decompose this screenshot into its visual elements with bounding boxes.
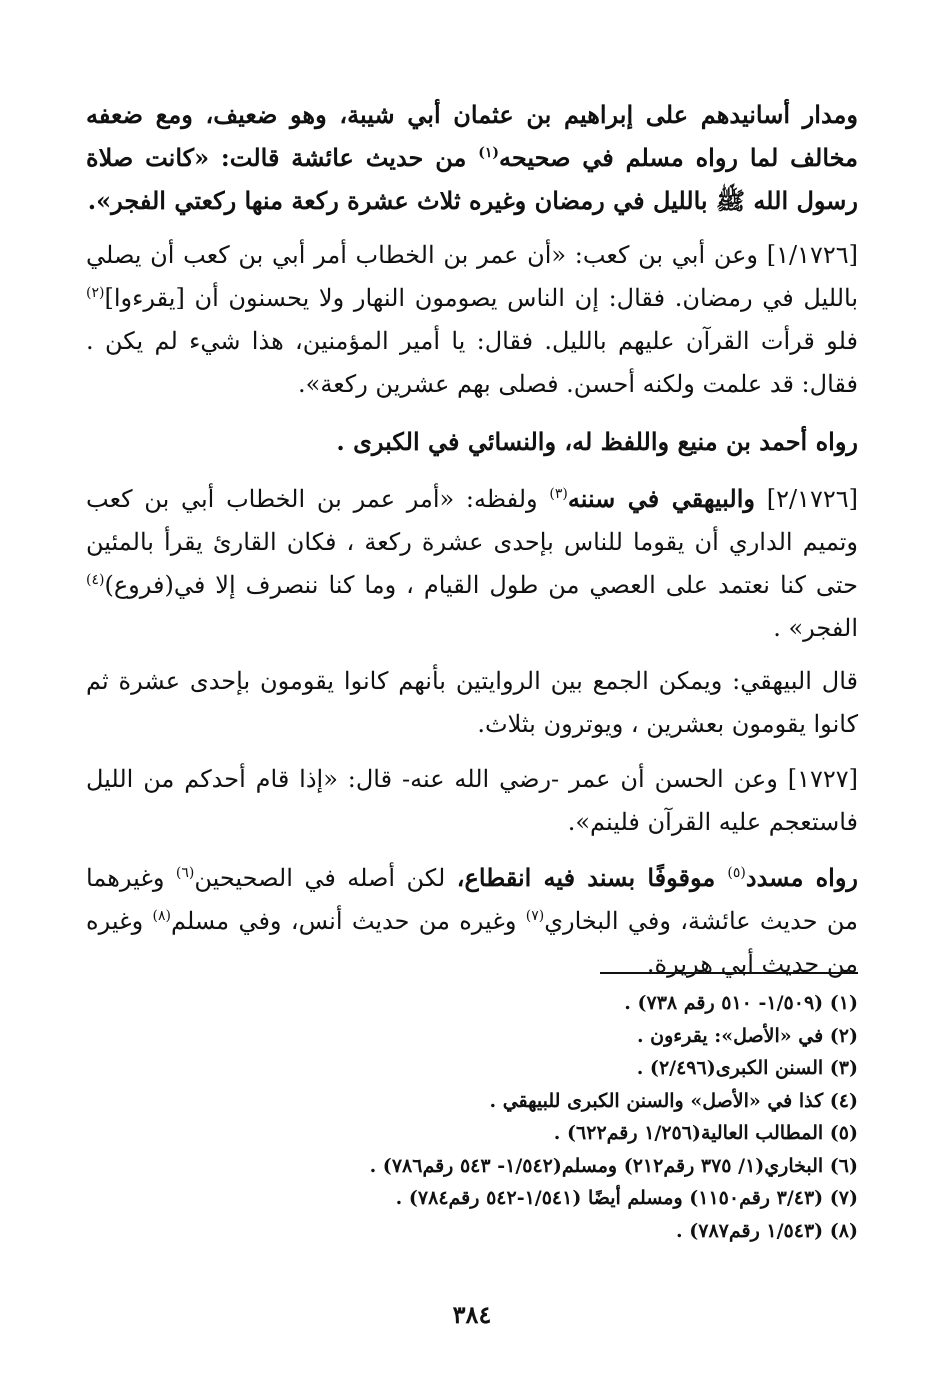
paragraph-7-text: لكن أصله في الصحيحين <box>194 864 457 892</box>
paragraph-4-text: ولفظه: «أمر عمر بن الخطاب أبي بن كعب وتميم الداري أن يقوما للناس بإحدى عشرة ركعة ، فكان القارئ يقرأ بالمئين حتى كنا نعتمد على العصي من طول القيام ، وما كنا ننصرف إلا في(فروع) <box>86 485 858 599</box>
paragraph-4-bold: والبيهقي في سننه <box>567 484 755 513</box>
paragraph-1 <box>86 93 858 222</box>
paragraph-musaddad <box>86 856 858 986</box>
paragraph-narration-note <box>86 420 858 463</box>
paragraph-7-text-3: وغيره من حديث أنس، وفي مسلم <box>170 907 526 935</box>
footnote-ref-3: (٣) <box>549 486 568 502</box>
footnotes-list <box>86 987 858 1247</box>
paragraph-bayhaqi-comment <box>86 660 858 746</box>
paragraph-1-tail: من حديث عائشة قالت: «كانت صلاة رسول الله ﷺ بالليل في رمضان وغيره ثلاث عشرة ركعة منها ركعتي الفجر». <box>86 143 858 215</box>
paragraph-7-bold: رواه مسدد <box>745 863 859 892</box>
paragraph-hadith-1726-1 <box>86 234 858 406</box>
paragraph-6-text: [١٧٢٧] وعن الحسن أن عمر -رضي الله عنه- قال: «إذا قام أحدكم من الليل فاستعجم عليه القرآن فلينم». <box>86 765 858 836</box>
footnote-ref-4: (٤) <box>86 572 105 588</box>
footnote-ref-1: (١) <box>478 145 499 161</box>
paragraph-3-text: رواه أحمد بن منيع واللفظ له، والنسائي في الكبرى . <box>336 427 858 456</box>
hadith-number: [٢/١٧٢٦] <box>754 485 858 513</box>
paragraph-1-text: ومدار أسانيدهم على إبراهيم بن عثمان أبي شيبة، وهو ضعيف، ومع ضعفه مخالف لما رواه مسلم في صحيحه <box>86 100 859 172</box>
footnote-ref-7: (٧) <box>525 908 545 924</box>
footnote-1: (١) (١/٥٠٩- ٥١٠ رقم ٧٣٨) . <box>624 992 858 1014</box>
footnote-8: (٨) (١/٥٤٣ رقم٧٨٧) . <box>676 1219 858 1242</box>
footnote-ref-2: (٢) <box>86 285 105 301</box>
footnote-2: (٢) في «الأصل»: يقرءون . <box>636 1024 858 1047</box>
paragraph-4-tail: الفجر» . <box>773 614 858 642</box>
footnote-7: (٧) (٣/٤٣ رقم١١٥٠) ومسلم أيضًا (١/٥٤١-٥٤٢ رقم٧٨٤) . <box>395 1187 858 1209</box>
footnote-ref-8: (٨) <box>152 908 171 924</box>
paragraph-2-text: [١/١٧٢٦] وعن أبي بن كعب: «أن عمر بن الخطاب أمر أبي بن كعب أن يصلي بالليل في رمضان. فقال: إن الناس يصومون النهار ولا يحسنون أن [يقرءوا] <box>86 241 858 312</box>
page-number: ٣٨٤ <box>452 1300 492 1329</box>
footnote-separator <box>600 972 858 974</box>
footnote-ref-6: (٦) <box>175 865 195 881</box>
paragraph-hadith-1727 <box>86 758 858 844</box>
paragraph-7-bold-2: موقوفًا بسند فيه انقطاع، <box>456 863 728 892</box>
footnote-ref-5: (٥) <box>727 865 746 881</box>
footnote-4: (٤) كذا في «الأصل» والسنن الكبرى للبيهقي . <box>489 1089 858 1112</box>
paragraph-hadith-1726-2 <box>86 477 858 650</box>
paragraph-7-text-2: وغيرهما من حديث عائشة، وفي البخاري <box>86 864 858 935</box>
footnote-6: (٦) البخاري(١/ ٣٧٥ رقم٢١٢) ومسلم(١/٥٤٢- ٥٤٣ رقم٧٨٦) . <box>369 1154 858 1177</box>
paragraph-2-tail: فلو قرأت القرآن عليهم بالليل. فقال: يا أمير المؤمنين، هذا شيء لم يكن . فقال: قد علمت ولكنه أحسن. فصلى بهم عشرين ركعة». <box>86 327 858 398</box>
footnote-5: (٥) المطالب العالية(١/٢٥٦ رقم٦٢٢) . <box>553 1122 858 1144</box>
main-text <box>86 93 858 986</box>
paragraph-5-text: قال البيهقي: ويمكن الجمع بين الروايتين بأنهم كانوا يقومون بإحدى عشرة ثم كانوا يقومون بعشرين ، ويوترون بثلاث. <box>86 667 858 738</box>
footnote-3: (٣) السنن الكبرى(٢/٤٩٦) . <box>636 1057 858 1079</box>
paragraph-7-tail: وغيره من حديث أبي هريرة. <box>86 907 858 978</box>
